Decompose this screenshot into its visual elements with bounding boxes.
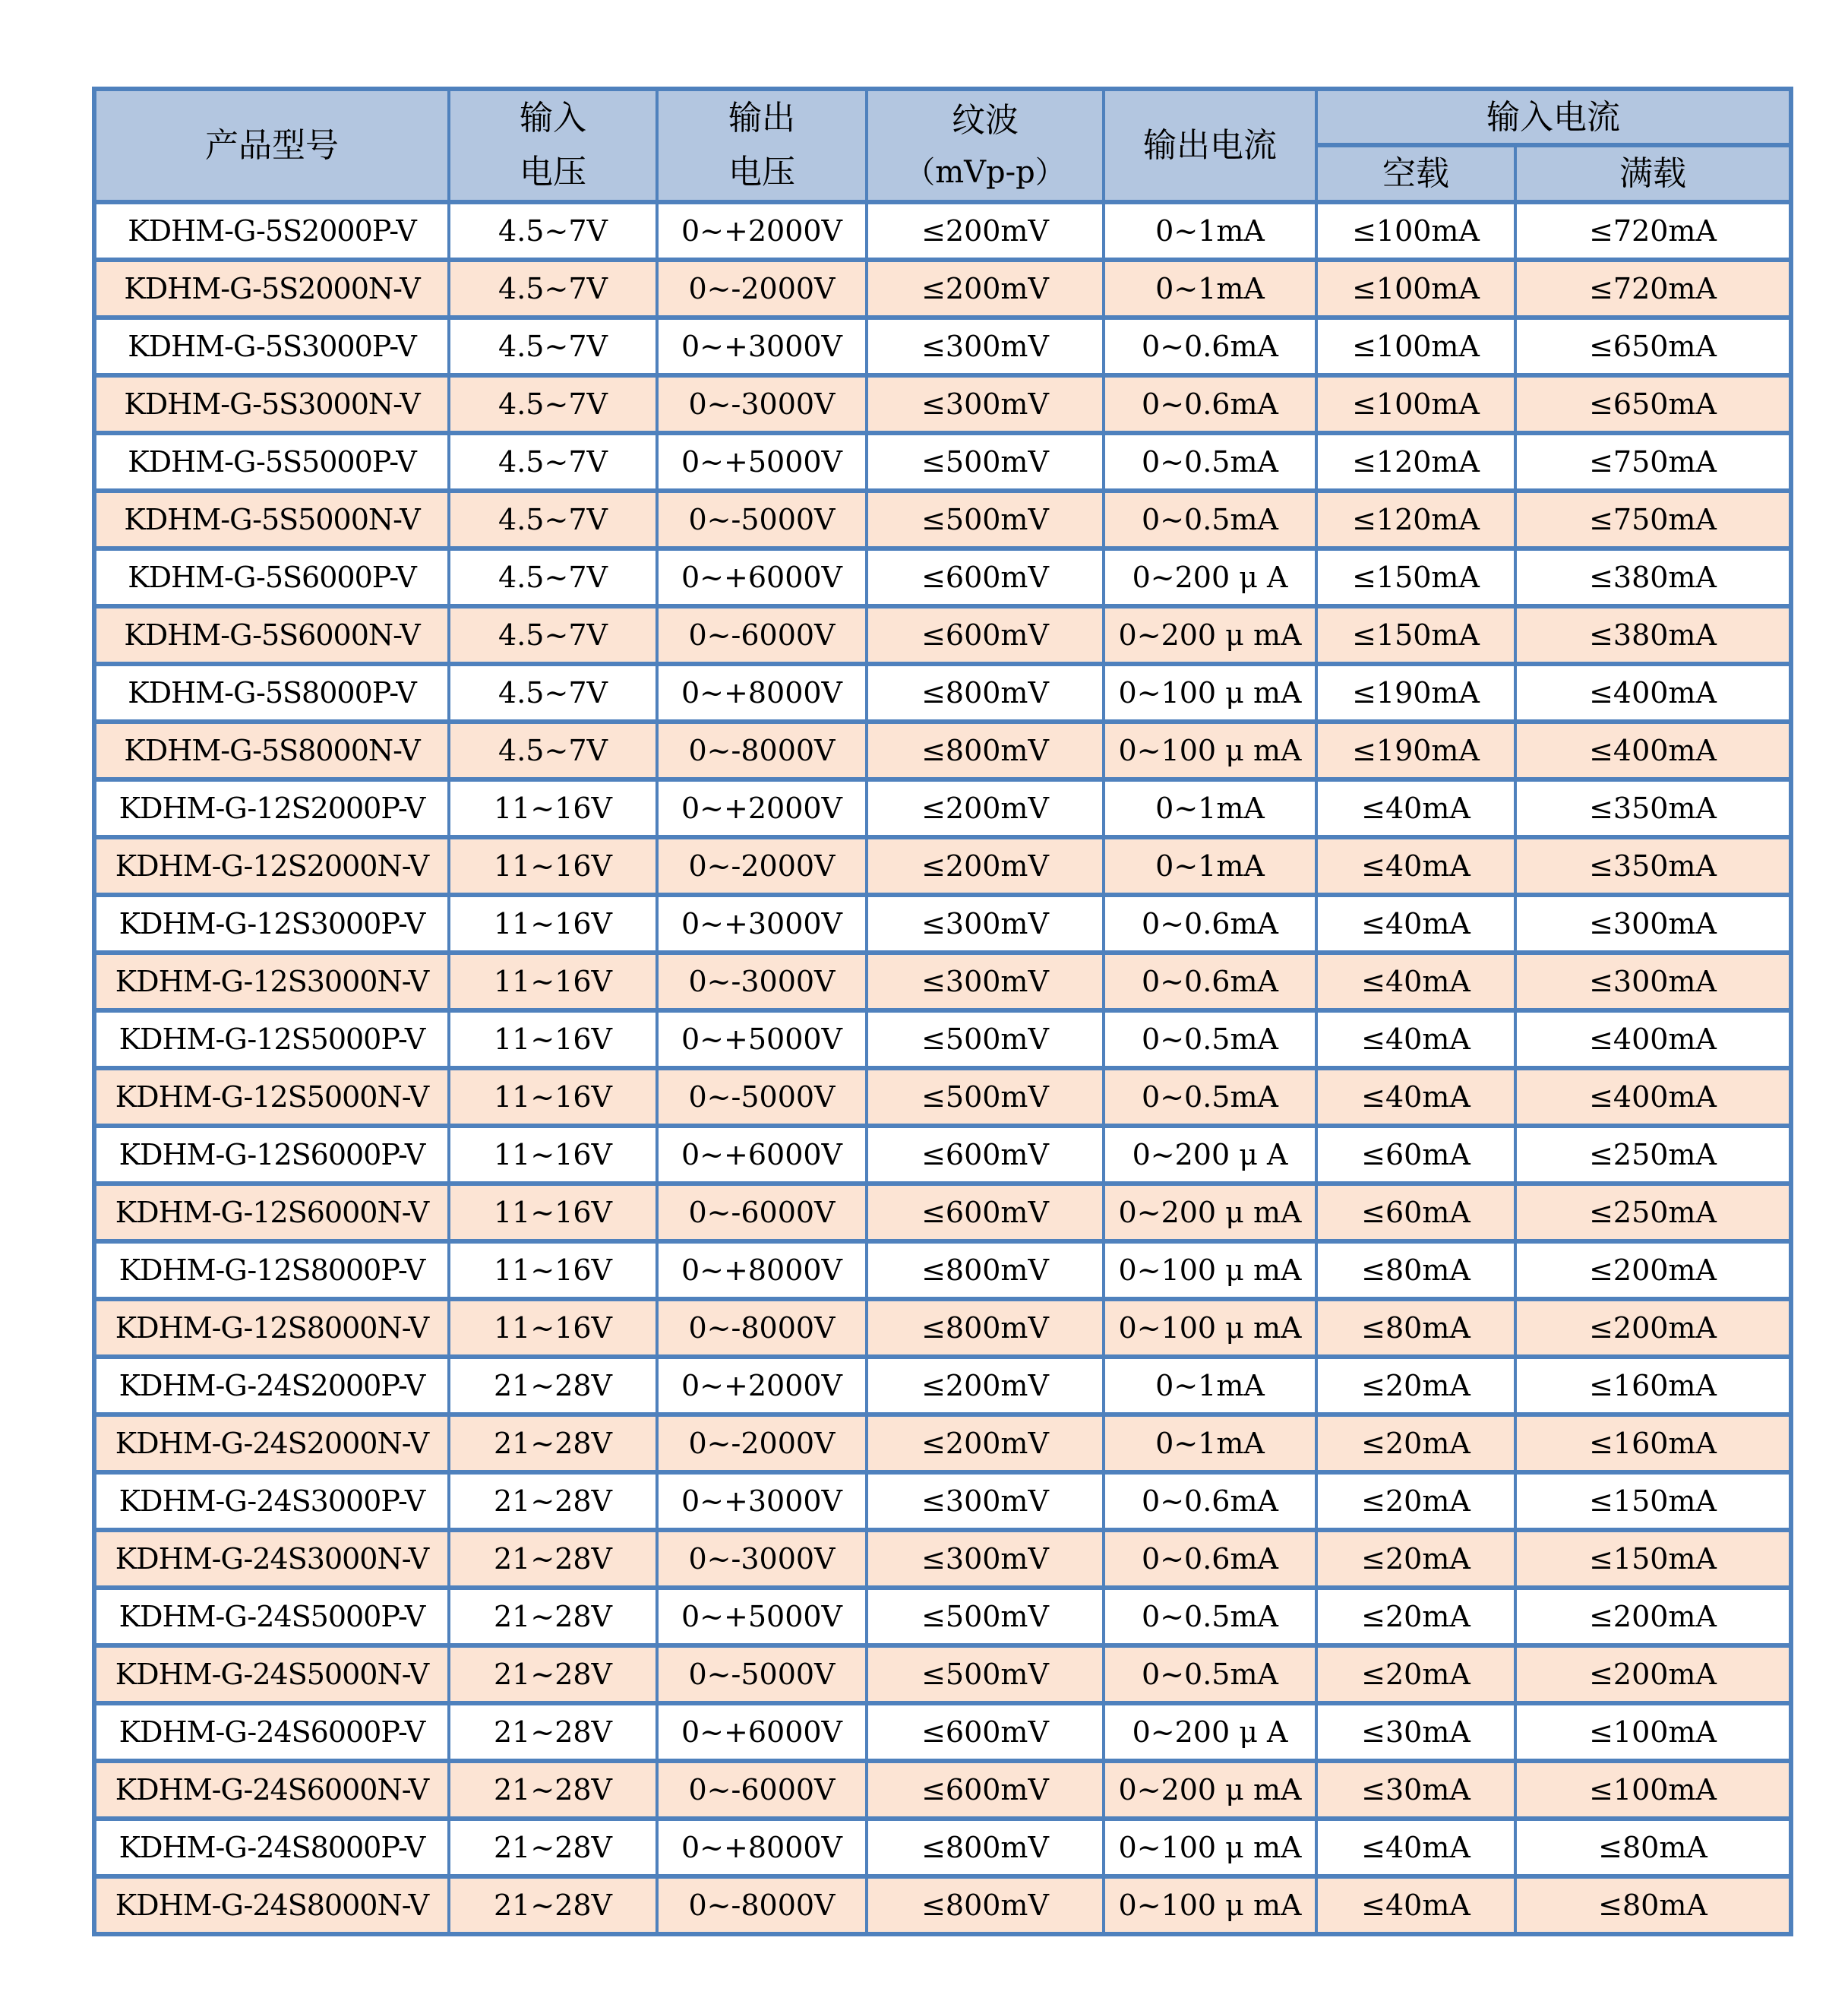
cell-output-voltage: 0~+3000V [657,1472,867,1530]
cell-model: KDHM-G-24S5000N-V [94,1645,449,1703]
table-row [94,606,1791,664]
cell-no-load-current: ≤40mA [1316,1819,1515,1876]
cell-model: KDHM-G-24S5000P-V [94,1588,449,1645]
cell-input-voltage: 21~28V [449,1414,657,1472]
cell-model: KDHM-G-5S6000P-V [94,548,449,606]
cell-output-voltage: 0~+5000V [657,1010,867,1068]
cell-ripple: ≤800mV [867,664,1104,722]
table-body [94,202,1791,1934]
cell-input-voltage: 4.5~7V [449,491,657,548]
cell-model: KDHM-G-24S3000N-V [94,1530,449,1588]
cell-ripple: ≤800mV [867,1241,1104,1299]
table-row [94,433,1791,491]
cell-no-load-current: ≤80mA [1316,1241,1515,1299]
spec-table [92,87,1793,1936]
cell-no-load-current: ≤150mA [1316,548,1515,606]
cell-model: KDHM-G-5S5000N-V [94,491,449,548]
header-input-current [1316,89,1791,145]
cell-output-current: 0~1mA [1104,837,1316,895]
cell-output-current: 0~100 μ mA [1104,1876,1316,1934]
header-ripple-line1: 纹波 [952,101,1019,141]
header-input-voltage [449,89,657,202]
cell-no-load-current: ≤190mA [1316,722,1515,779]
cell-output-current: 0~0.5mA [1104,433,1316,491]
table-row [94,318,1791,375]
table-row [94,1703,1791,1761]
cell-ripple: ≤800mV [867,1819,1104,1876]
table-row [94,1357,1791,1414]
cell-output-voltage: 0~-5000V [657,1068,867,1126]
cell-ripple: ≤200mV [867,1414,1104,1472]
cell-output-voltage: 0~-3000V [657,375,867,433]
cell-no-load-current: ≤20mA [1316,1472,1515,1530]
cell-full-load-current: ≤100mA [1515,1703,1791,1761]
cell-no-load-current: ≤100mA [1316,202,1515,260]
cell-ripple: ≤200mV [867,1357,1104,1414]
cell-model: KDHM-G-5S3000N-V [94,375,449,433]
cell-ripple: ≤600mV [867,606,1104,664]
cell-output-voltage: 0~-2000V [657,260,867,318]
cell-output-voltage: 0~-8000V [657,1876,867,1934]
cell-full-load-current: ≤250mA [1515,1126,1791,1184]
cell-model: KDHM-G-12S8000N-V [94,1299,449,1357]
cell-output-voltage: 0~-2000V [657,1414,867,1472]
cell-ripple: ≤600mV [867,1184,1104,1241]
table-row [94,722,1791,779]
cell-ripple: ≤500mV [867,1010,1104,1068]
header-input-voltage-line1: 输入 [520,99,586,137]
table-header [94,89,1791,202]
cell-output-current: 0~200 μ mA [1104,606,1316,664]
cell-full-load-current: ≤200mA [1515,1299,1791,1357]
cell-output-current: 0~0.6mA [1104,318,1316,375]
cell-no-load-current: ≤190mA [1316,664,1515,722]
cell-model: KDHM-G-24S3000P-V [94,1472,449,1530]
cell-input-voltage: 4.5~7V [449,318,657,375]
cell-output-current: 0~200 μ A [1104,1126,1316,1184]
cell-no-load-current: ≤40mA [1316,1010,1515,1068]
cell-ripple: ≤800mV [867,722,1104,779]
table-row [94,202,1791,260]
cell-output-voltage: 0~+2000V [657,202,867,260]
cell-input-voltage: 11~16V [449,1010,657,1068]
cell-ripple: ≤600mV [867,1761,1104,1819]
cell-full-load-current: ≤200mA [1515,1645,1791,1703]
cell-model: KDHM-G-12S8000P-V [94,1241,449,1299]
header-input-current-label: 输入电流 [1486,97,1620,137]
cell-ripple: ≤500mV [867,1588,1104,1645]
cell-input-voltage: 21~28V [449,1876,657,1934]
cell-ripple: ≤200mV [867,837,1104,895]
cell-ripple: ≤500mV [867,1645,1104,1703]
cell-full-load-current: ≤720mA [1515,202,1791,260]
cell-no-load-current: ≤30mA [1316,1761,1515,1819]
cell-model: KDHM-G-5S2000P-V [94,202,449,260]
table-row [94,1761,1791,1819]
cell-model: KDHM-G-5S5000P-V [94,433,449,491]
cell-no-load-current: ≤100mA [1316,318,1515,375]
header-output-current [1104,89,1316,202]
table-row [94,1414,1791,1472]
cell-output-current: 0~200 μ A [1104,548,1316,606]
cell-output-voltage: 0~-8000V [657,1299,867,1357]
cell-ripple: ≤500mV [867,433,1104,491]
cell-output-current: 0~100 μ mA [1104,722,1316,779]
cell-no-load-current: ≤120mA [1316,491,1515,548]
cell-output-voltage: 0~+5000V [657,1588,867,1645]
cell-ripple: ≤600mV [867,548,1104,606]
cell-ripple: ≤300mV [867,953,1104,1010]
cell-no-load-current: ≤60mA [1316,1126,1515,1184]
cell-output-current: 0~0.5mA [1104,1645,1316,1703]
cell-input-voltage: 21~28V [449,1357,657,1414]
cell-input-voltage: 4.5~7V [449,375,657,433]
cell-output-current: 0~1mA [1104,260,1316,318]
cell-output-current: 0~200 μ mA [1104,1761,1316,1819]
cell-full-load-current: ≤380mA [1515,548,1791,606]
cell-no-load-current: ≤30mA [1316,1703,1515,1761]
cell-model: KDHM-G-24S8000N-V [94,1876,449,1934]
cell-output-current: 0~0.5mA [1104,1010,1316,1068]
cell-input-voltage: 11~16V [449,779,657,837]
header-output-voltage [657,89,867,202]
table-row [94,1876,1791,1934]
cell-input-voltage: 21~28V [449,1819,657,1876]
cell-output-voltage: 0~+3000V [657,895,867,953]
cell-output-voltage: 0~-5000V [657,491,867,548]
cell-output-current: 0~1mA [1104,202,1316,260]
cell-no-load-current: ≤150mA [1316,606,1515,664]
cell-no-load-current: ≤40mA [1316,1068,1515,1126]
table-row [94,895,1791,953]
cell-no-load-current: ≤80mA [1316,1299,1515,1357]
cell-no-load-current: ≤20mA [1316,1530,1515,1588]
cell-input-voltage: 11~16V [449,837,657,895]
cell-no-load-current: ≤100mA [1316,260,1515,318]
cell-full-load-current: ≤150mA [1515,1472,1791,1530]
table-row [94,1588,1791,1645]
cell-ripple: ≤600mV [867,1126,1104,1184]
cell-model: KDHM-G-12S3000N-V [94,953,449,1010]
header-output-voltage-line1: 输出 [728,99,795,137]
cell-no-load-current: ≤40mA [1316,953,1515,1010]
cell-model: KDHM-G-24S2000N-V [94,1414,449,1472]
cell-full-load-current: ≤80mA [1515,1876,1791,1934]
cell-input-voltage: 21~28V [449,1472,657,1530]
cell-output-voltage: 0~-5000V [657,1645,867,1703]
table-row [94,837,1791,895]
cell-output-current: 0~0.6mA [1104,895,1316,953]
cell-model: KDHM-G-5S8000P-V [94,664,449,722]
table-row [94,1184,1791,1241]
cell-ripple: ≤600mV [867,1703,1104,1761]
header-model-label: 产品型号 [205,125,339,165]
cell-model: KDHM-G-12S6000N-V [94,1184,449,1241]
cell-ripple: ≤300mV [867,1472,1104,1530]
cell-output-voltage: 0~+3000V [657,318,867,375]
cell-output-voltage: 0~+6000V [657,1703,867,1761]
cell-output-current: 0~0.6mA [1104,1472,1316,1530]
cell-ripple: ≤300mV [867,895,1104,953]
table-row [94,953,1791,1010]
cell-full-load-current: ≤160mA [1515,1357,1791,1414]
cell-no-load-current: ≤40mA [1316,779,1515,837]
cell-no-load-current: ≤120mA [1316,433,1515,491]
cell-model: KDHM-G-5S8000N-V [94,722,449,779]
cell-full-load-current: ≤400mA [1515,664,1791,722]
cell-no-load-current: ≤20mA [1316,1588,1515,1645]
cell-output-current: 0~200 μ A [1104,1703,1316,1761]
cell-full-load-current: ≤380mA [1515,606,1791,664]
header-full-load-label: 满载 [1619,153,1686,193]
cell-full-load-current: ≤200mA [1515,1241,1791,1299]
cell-output-current: 0~0.5mA [1104,491,1316,548]
cell-input-voltage: 11~16V [449,1126,657,1184]
cell-full-load-current: ≤250mA [1515,1184,1791,1241]
header-output-current-label: 输出电流 [1143,125,1277,165]
cell-model: KDHM-G-24S6000N-V [94,1761,449,1819]
cell-full-load-current: ≤200mA [1515,1588,1791,1645]
cell-model: KDHM-G-5S3000P-V [94,318,449,375]
header-no-load [1316,145,1515,201]
cell-full-load-current: ≤750mA [1515,491,1791,548]
cell-input-voltage: 11~16V [449,1299,657,1357]
table-row [94,548,1791,606]
table-row [94,1472,1791,1530]
cell-output-current: 0~0.5mA [1104,1068,1316,1126]
cell-input-voltage: 21~28V [449,1703,657,1761]
cell-output-current: 0~100 μ mA [1104,1241,1316,1299]
cell-output-voltage: 0~+6000V [657,1126,867,1184]
cell-full-load-current: ≤650mA [1515,318,1791,375]
table-row [94,1068,1791,1126]
cell-output-voltage: 0~-3000V [657,1530,867,1588]
cell-model: KDHM-G-12S5000P-V [94,1010,449,1068]
cell-input-voltage: 11~16V [449,953,657,1010]
cell-input-voltage: 4.5~7V [449,664,657,722]
header-model [94,89,449,202]
cell-output-current: 0~1mA [1104,1414,1316,1472]
cell-ripple: ≤500mV [867,1068,1104,1126]
table-row [94,779,1791,837]
cell-output-current: 0~100 μ mA [1104,1819,1316,1876]
cell-input-voltage: 21~28V [449,1761,657,1819]
cell-model: KDHM-G-12S6000P-V [94,1126,449,1184]
cell-input-voltage: 11~16V [449,1068,657,1126]
cell-model: KDHM-G-12S2000N-V [94,837,449,895]
cell-input-voltage: 4.5~7V [449,548,657,606]
cell-model: KDHM-G-5S2000N-V [94,260,449,318]
cell-output-voltage: 0~-2000V [657,837,867,895]
cell-output-current: 0~0.6mA [1104,375,1316,433]
cell-no-load-current: ≤20mA [1316,1357,1515,1414]
cell-no-load-current: ≤60mA [1316,1184,1515,1241]
cell-output-voltage: 0~+8000V [657,1819,867,1876]
cell-output-current: 0~1mA [1104,779,1316,837]
table-row [94,1126,1791,1184]
table-row [94,1299,1791,1357]
cell-no-load-current: ≤100mA [1316,375,1515,433]
cell-output-voltage: 0~+8000V [657,1241,867,1299]
cell-full-load-current: ≤300mA [1515,953,1791,1010]
cell-input-voltage: 21~28V [449,1530,657,1588]
cell-no-load-current: ≤40mA [1316,1876,1515,1934]
cell-no-load-current: ≤20mA [1316,1414,1515,1472]
table-row [94,1819,1791,1876]
cell-full-load-current: ≤400mA [1515,1010,1791,1068]
header-no-load-label: 空载 [1382,153,1449,193]
cell-ripple: ≤800mV [867,1299,1104,1357]
cell-full-load-current: ≤400mA [1515,722,1791,779]
cell-output-voltage: 0~+2000V [657,779,867,837]
cell-no-load-current: ≤40mA [1316,837,1515,895]
cell-no-load-current: ≤40mA [1316,895,1515,953]
cell-output-voltage: 0~+8000V [657,664,867,722]
cell-full-load-current: ≤350mA [1515,779,1791,837]
cell-output-voltage: 0~+2000V [657,1357,867,1414]
cell-ripple: ≤500mV [867,491,1104,548]
cell-output-current: 0~1mA [1104,1357,1316,1414]
header-ripple [867,89,1104,202]
cell-ripple: ≤200mV [867,779,1104,837]
cell-full-load-current: ≤650mA [1515,375,1791,433]
cell-output-voltage: 0~+6000V [657,548,867,606]
cell-model: KDHM-G-5S6000N-V [94,606,449,664]
table-row [94,1241,1791,1299]
cell-model: KDHM-G-12S3000P-V [94,895,449,953]
cell-model: KDHM-G-12S2000P-V [94,779,449,837]
cell-full-load-current: ≤720mA [1515,260,1791,318]
cell-output-voltage: 0~-3000V [657,953,867,1010]
cell-model: KDHM-G-24S8000P-V [94,1819,449,1876]
cell-input-voltage: 21~28V [449,1645,657,1703]
cell-model: KDHM-G-12S5000N-V [94,1068,449,1126]
cell-input-voltage: 4.5~7V [449,260,657,318]
cell-ripple: ≤300mV [867,375,1104,433]
cell-full-load-current: ≤300mA [1515,895,1791,953]
table-row [94,491,1791,548]
table-row [94,1645,1791,1703]
cell-output-voltage: 0~-8000V [657,722,867,779]
header-output-voltage-line2: 电压 [728,153,795,192]
header-ripple-line2: （mVp-p） [905,154,1066,190]
cell-output-voltage: 0~-6000V [657,1761,867,1819]
cell-input-voltage: 21~28V [449,1588,657,1645]
cell-full-load-current: ≤160mA [1515,1414,1791,1472]
cell-output-current: 0~200 μ mA [1104,1184,1316,1241]
cell-full-load-current: ≤350mA [1515,837,1791,895]
cell-input-voltage: 11~16V [449,1241,657,1299]
cell-ripple: ≤300mV [867,318,1104,375]
cell-output-current: 0~100 μ mA [1104,664,1316,722]
cell-ripple: ≤200mV [867,202,1104,260]
cell-full-load-current: ≤750mA [1515,433,1791,491]
cell-full-load-current: ≤100mA [1515,1761,1791,1819]
cell-input-voltage: 4.5~7V [449,606,657,664]
table-row [94,1010,1791,1068]
cell-output-voltage: 0~-6000V [657,1184,867,1241]
cell-ripple: ≤200mV [867,260,1104,318]
cell-output-voltage: 0~-6000V [657,606,867,664]
cell-full-load-current: ≤150mA [1515,1530,1791,1588]
cell-no-load-current: ≤20mA [1316,1645,1515,1703]
cell-input-voltage: 4.5~7V [449,722,657,779]
table-row [94,375,1791,433]
table-row [94,664,1791,722]
cell-full-load-current: ≤400mA [1515,1068,1791,1126]
cell-output-current: 0~100 μ mA [1104,1299,1316,1357]
table-row [94,260,1791,318]
cell-ripple: ≤800mV [867,1876,1104,1934]
cell-output-voltage: 0~+5000V [657,433,867,491]
header-full-load [1515,145,1791,201]
cell-output-current: 0~0.6mA [1104,953,1316,1010]
table-row [94,1530,1791,1588]
header-input-voltage-line2: 电压 [520,153,586,192]
cell-ripple: ≤300mV [867,1530,1104,1588]
cell-full-load-current: ≤80mA [1515,1819,1791,1876]
cell-output-current: 0~0.6mA [1104,1530,1316,1588]
cell-model: KDHM-G-24S2000P-V [94,1357,449,1414]
spec-table-container [92,87,1789,1936]
cell-input-voltage: 11~16V [449,895,657,953]
cell-input-voltage: 4.5~7V [449,433,657,491]
cell-input-voltage: 4.5~7V [449,202,657,260]
cell-model: KDHM-G-24S6000P-V [94,1703,449,1761]
cell-output-current: 0~0.5mA [1104,1588,1316,1645]
cell-input-voltage: 11~16V [449,1184,657,1241]
